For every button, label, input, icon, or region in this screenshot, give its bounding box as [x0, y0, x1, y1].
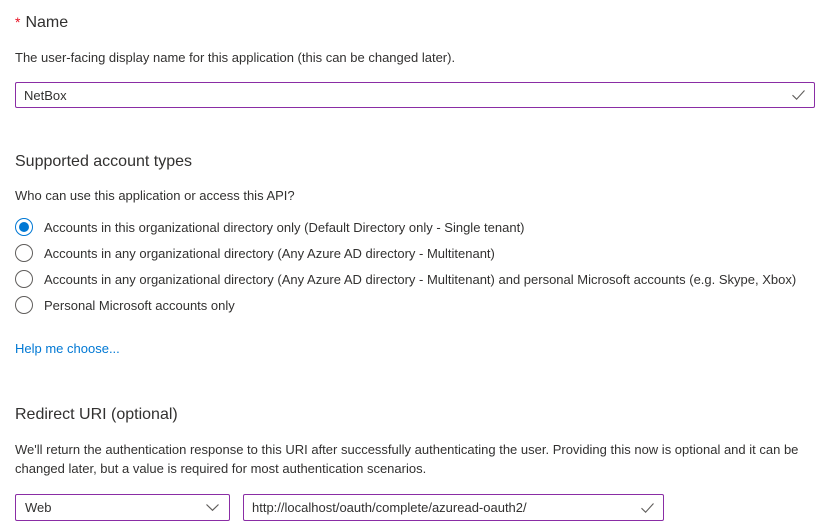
chevron-down-icon [205, 503, 220, 512]
account-type-option-label: Accounts in this organizational directory only (Default Directory only - Single tenant) [44, 219, 525, 235]
name-input-container [15, 82, 815, 108]
platform-select-value: Web [25, 500, 52, 515]
account-type-option[interactable] [15, 292, 815, 318]
account-types-radio-group [15, 214, 815, 318]
name-description: The user-facing display name for this application (this can be changed later). [15, 50, 456, 65]
radio-button-icon[interactable] [15, 244, 33, 262]
redirect-uri-row [15, 494, 815, 521]
checkmark-icon [640, 502, 655, 514]
account-types-section-title: Supported account types [15, 153, 193, 170]
account-type-option[interactable] [15, 214, 815, 240]
redirect-uri-section-title: Redirect URI (optional) [15, 406, 178, 423]
platform-select[interactable] [15, 494, 230, 521]
checkmark-icon [791, 89, 806, 101]
required-asterisk: * [15, 14, 21, 30]
redirect-uri-input[interactable] [252, 500, 634, 515]
account-types-question: Who can use this application or access this API? [15, 188, 295, 203]
redirect-uri-description: We'll return the authentication response to this URI after successfully authenticating the user. Providing this now is optional and it can be changed later, but a value is required for most authentication scenarios. [15, 442, 799, 476]
account-type-option-label: Personal Microsoft accounts only [44, 297, 235, 313]
account-type-option[interactable] [15, 240, 815, 266]
radio-button-icon[interactable] [15, 270, 33, 288]
name-section-title [15, 12, 815, 33]
name-section-title-text: Name [25, 14, 69, 31]
account-type-option[interactable] [15, 266, 815, 292]
radio-button-icon[interactable] [15, 218, 33, 236]
name-input[interactable] [24, 88, 785, 103]
radio-button-icon[interactable] [15, 296, 33, 314]
redirect-uri-input-container [243, 494, 664, 521]
account-type-option-label: Accounts in any organizational directory (Any Azure AD directory - Multitenant) [44, 245, 495, 261]
account-type-option-label: Accounts in any organizational directory (Any Azure AD directory - Multitenant) and personal Microsoft accounts (e.g. Skype, Xbox) [44, 271, 797, 287]
help-me-choose-link[interactable]: Help me choose... [15, 341, 120, 356]
